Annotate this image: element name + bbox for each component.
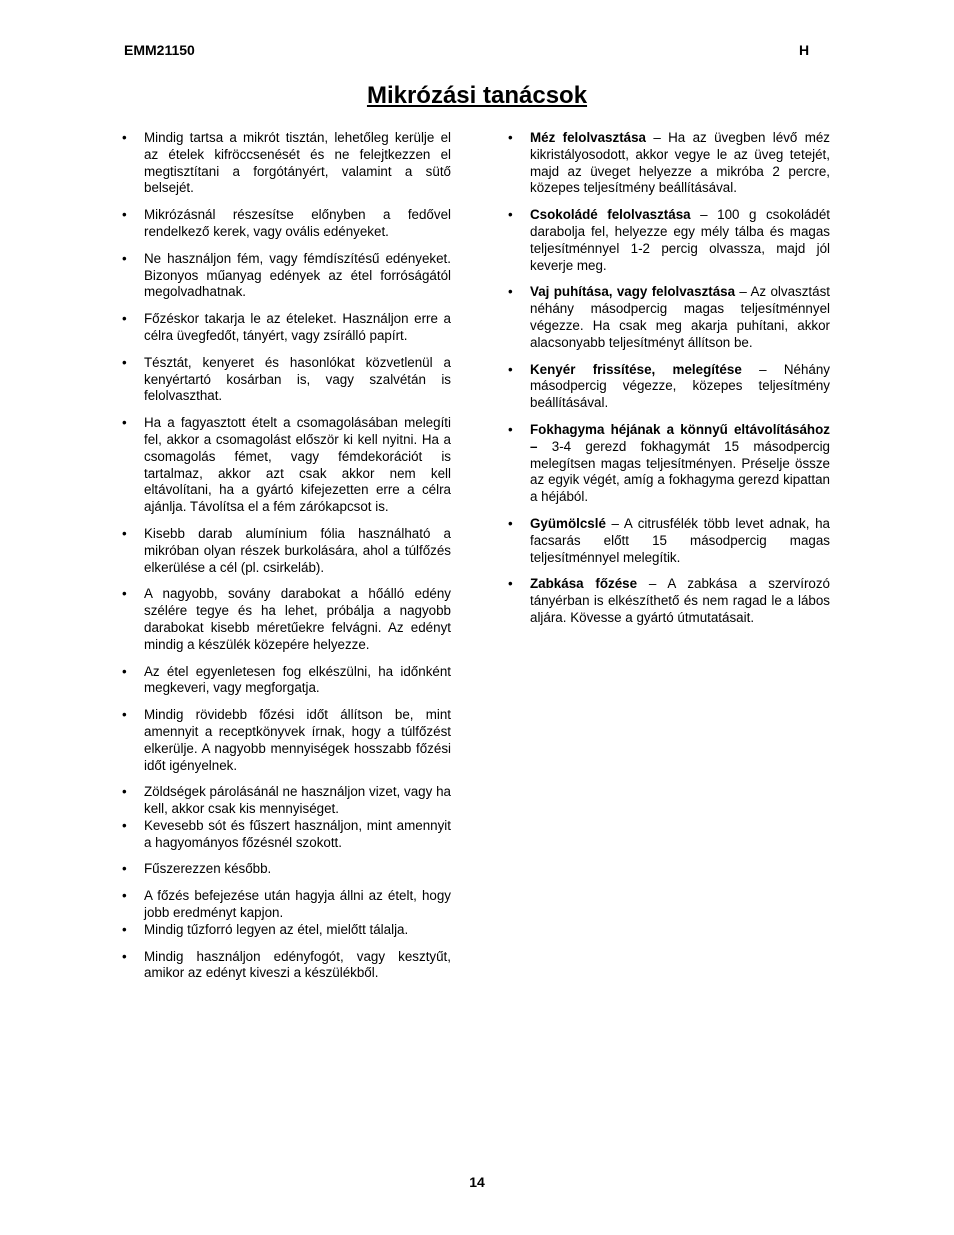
list-item: • Ha a fagyasztott ételt a csomagolásában melegíti fel, akkor a csomagolást először ki kell nyitni. Ha a csomagolás fémet, vagy fémdekorációt is tartalmaz, akkor azt csak akkor nem kell eltávolítani, ha a gyártó kifejezetten erre a célra ajánlja. Távolítsa el a fém zárókapcsot is. — [144, 415, 451, 516]
list-item: • Az étel egyenletesen fog elkészülni, ha időnként megkeveri, vagy megforgatja. — [144, 664, 451, 698]
list-item: • Ne használjon fém, vagy fémdíszítésű edényeket. Bizonyos műanyag edények az étel forróságától megolvadhatnak. — [144, 251, 451, 301]
list-item — [530, 284, 830, 351]
item-term: Méz felolvasztása — [530, 130, 647, 145]
model-number: EMM21150 — [124, 42, 195, 58]
list-item — [530, 207, 830, 274]
list-item: • Mikrózásnál részesítse előnyben a fedővel rendelkező kerek, vagy ovális edényeket. — [144, 207, 451, 241]
page-number: 14 — [469, 1174, 485, 1190]
tips-list-right — [530, 130, 830, 637]
list-item — [530, 576, 830, 626]
item-text: 3-4 gerezd fokhagymát 15 másodpercig melegítsen magas teljesítményen. Préselje össze az egyik végét, amíg a fokhagyma gerezd kipattan a héjából. — [530, 438, 830, 505]
list-item: • Fűszerezzen később. — [144, 861, 451, 878]
language-code: H — [799, 42, 810, 58]
item-text: – 100 g csokoládét darabolja fel, helyezze egy mély tálba és magas teljesítménnyel 1-2 percig olvassza, majd jól keverje meg. — [530, 207, 830, 273]
item-term: Fokhagyma héjának a könnyű eltávolításához – — [530, 421, 830, 454]
list-item — [530, 362, 830, 412]
item-text: – A citrusfélék több levet adnak, ha facsarás előtt 15 másodpercig magas teljesítménnyel melegítik. — [530, 515, 830, 565]
item-term: Kenyér frissítése, melegítése — [530, 361, 742, 377]
list-item: • Mindig használjon edényfogót, vagy kesztyűt, amikor az edényt kiveszi a készülékből. — [144, 949, 451, 983]
list-item: • Tésztát, kenyeret és hasonlókat közvetlenül a kenyértartó kosárban is, vagy szalvétán is felolvaszthat. — [144, 355, 451, 405]
item-term: Zabkása főzése — [530, 576, 638, 592]
list-item — [530, 422, 830, 506]
item-term: Gyümölcslé — [530, 515, 606, 531]
item-text: – Néhány másodpercig végezze, közepes teljesítmény beállításával. — [530, 361, 831, 411]
tips-list-left — [144, 130, 451, 992]
item-text: – Ha az üvegben lévő méz kikristályosodott, akkor vegye le az üveg tetejét, majd az üveget helyezze a mikróba 2 percre, közepes teljesítmény beállításával. — [530, 130, 830, 196]
list-item: • Kisebb darab alumínium fólia használható a mikróban olyan részek burkolására, ahol a túlfőzés elkerülése a cél (pl. csirkeláb). — [144, 526, 451, 576]
list-item: • Mindig rövidebb főzési időt állítson be, mint amennyit a receptkönyvek írnak, hogy a túlfőzést elkerülje. A nagyobb mennyiségek hosszabb főzési időt igényelnek. — [144, 707, 451, 774]
list-item: • A főzés befejezése után hagyja állni az ételt, hogy jobb eredményt kapjon. — [144, 888, 451, 922]
list-item: • A nagyobb, sovány darabokat a hőálló edény szélére tegye és ha lehet, próbálja a nagyobb darabokat kisebb méretűekre felvágni. Az edényt mindig a készülék közepére helyezze. — [144, 586, 451, 653]
list-item: • Mindig tűzforró legyen az étel, mielőtt tálalja. — [144, 922, 451, 939]
item-term: Vaj puhítása, vagy felolvasztása — [530, 284, 736, 300]
item-text: – A zabkása a szervírozó tányérban is elkészíthető és nem ragad le a lábos aljára. Kövesse a gyártó útmutatásait. — [530, 576, 830, 625]
list-item — [530, 516, 830, 566]
page-title: Mikrózási tanácsok — [366, 82, 588, 109]
list-item — [530, 130, 830, 197]
list-item: • Kevesebb sót és fűszert használjon, mint amennyit a hagyományos főzésnél szokott. — [144, 818, 451, 852]
list-item: • Zöldségek párolásánál ne használjon vizet, vagy ha kell, akkor csak kis mennyiséget. — [144, 784, 451, 818]
item-text: – Az olvasztást néhány másodpercig magas teljesítménnyel végezze. Ha csak meg akarja puhítani, akkor alacsonyabb teljesítményt állítson be. — [530, 284, 830, 350]
item-term: Csokoládé felolvasztása — [530, 207, 691, 223]
list-item: • Főzéskor takarja le az ételeket. Használjon erre a célra üvegfedőt, tányért, vagy zsírálló papírt. — [144, 311, 451, 345]
list-item: • Mindig tartsa a mikrót tisztán, lehetőleg kerülje el az ételek kifröccsenését és ne felejtkezzen el megtisztítani a forgótányért, valamint a sütő belsejét. — [144, 130, 451, 197]
